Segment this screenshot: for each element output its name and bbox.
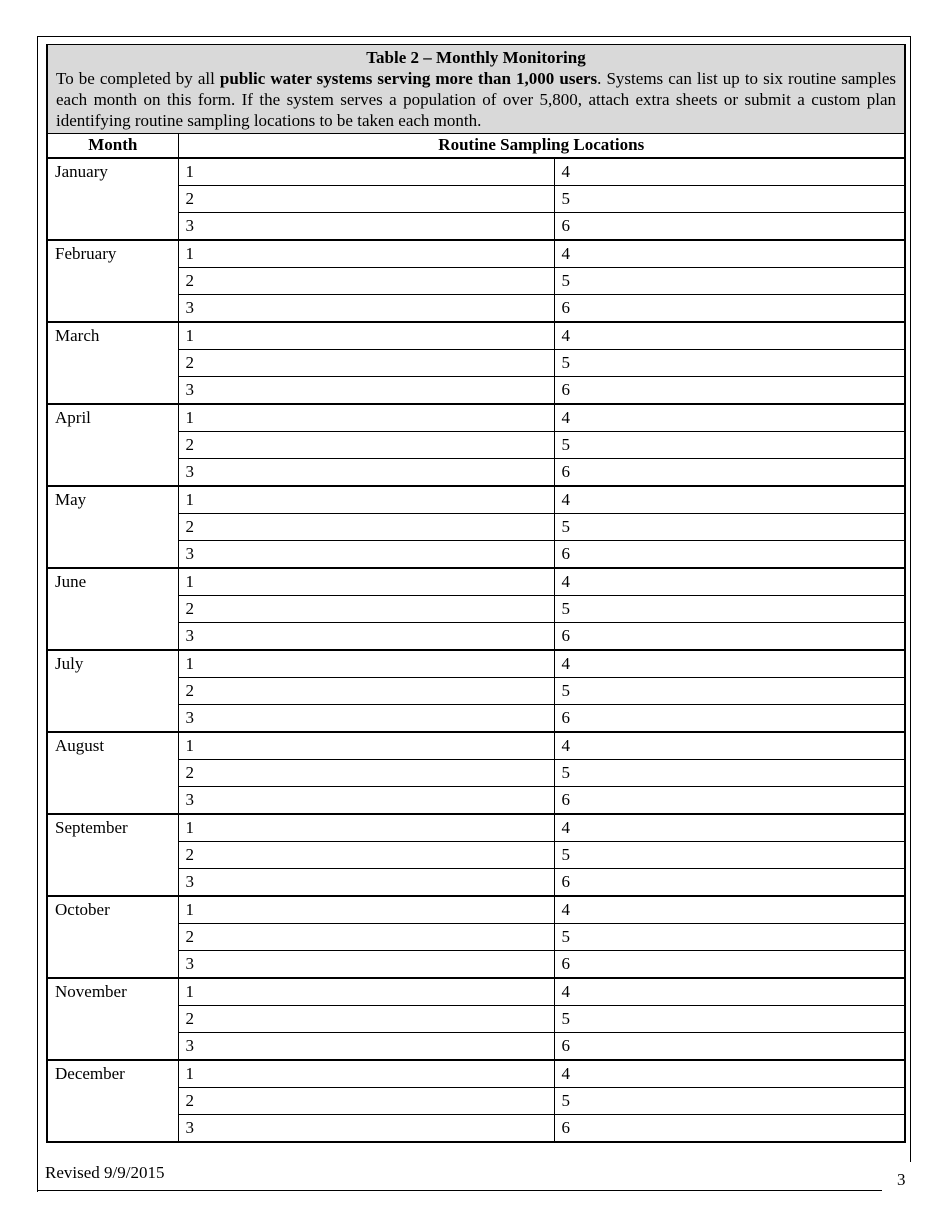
table-header — [47, 45, 905, 134]
month-label-december: December — [47, 1060, 178, 1142]
sampling-location-field[interactable]: 6 — [554, 541, 905, 569]
month-label-april: April — [47, 404, 178, 486]
sampling-location-field[interactable]: 2 — [178, 842, 554, 869]
sampling-location-field[interactable]: 2 — [178, 350, 554, 377]
sampling-location-field[interactable]: 4 — [554, 650, 905, 678]
sampling-location-field[interactable]: 5 — [554, 514, 905, 541]
page-number: 3 — [897, 1170, 906, 1189]
sampling-location-field[interactable]: 6 — [554, 213, 905, 241]
sampling-location-field[interactable]: 1 — [178, 486, 554, 514]
sampling-location-field[interactable]: 4 — [554, 1060, 905, 1088]
table-row — [47, 158, 905, 186]
page-frame-right-edge — [910, 36, 911, 1162]
sampling-location-field[interactable]: 3 — [178, 459, 554, 487]
sampling-location-field[interactable]: 1 — [178, 896, 554, 924]
table-row — [47, 240, 905, 268]
sampling-location-field[interactable]: 3 — [178, 213, 554, 241]
sampling-location-field[interactable]: 3 — [178, 951, 554, 979]
sampling-location-field[interactable]: 5 — [554, 760, 905, 787]
sampling-location-field[interactable]: 6 — [554, 459, 905, 487]
sampling-location-field[interactable]: 2 — [178, 432, 554, 459]
month-label-may: May — [47, 486, 178, 568]
column-header-routine-sampling-locations: Routine Sampling Locations — [178, 134, 905, 159]
month-label-august: August — [47, 732, 178, 814]
sampling-location-field[interactable]: 5 — [554, 432, 905, 459]
sampling-location-field[interactable]: 3 — [178, 623, 554, 651]
month-label-october: October — [47, 896, 178, 978]
sampling-location-field[interactable]: 5 — [554, 186, 905, 213]
sampling-location-field[interactable]: 5 — [554, 924, 905, 951]
month-rows — [47, 158, 905, 1142]
sampling-location-field[interactable]: 6 — [554, 295, 905, 323]
sampling-location-field[interactable]: 2 — [178, 268, 554, 295]
table-row — [47, 650, 905, 678]
sampling-location-field[interactable]: 5 — [554, 842, 905, 869]
sampling-location-field[interactable]: 3 — [178, 377, 554, 405]
sampling-location-field[interactable]: 1 — [178, 1060, 554, 1088]
sampling-location-field[interactable]: 4 — [554, 568, 905, 596]
sampling-location-field[interactable]: 6 — [554, 1033, 905, 1061]
table-row — [47, 814, 905, 842]
revised-date: Revised 9/9/2015 — [45, 1163, 165, 1182]
month-label-june: June — [47, 568, 178, 650]
column-header-month: Month — [47, 134, 178, 159]
sampling-location-field[interactable]: 1 — [178, 322, 554, 350]
month-label-november: November — [47, 978, 178, 1060]
table-row — [47, 1060, 905, 1088]
sampling-location-field[interactable]: 1 — [178, 814, 554, 842]
sampling-location-field[interactable]: 5 — [554, 1088, 905, 1115]
table-row — [47, 896, 905, 924]
sampling-location-field[interactable]: 6 — [554, 377, 905, 405]
sampling-location-field[interactable]: 6 — [554, 623, 905, 651]
table-row — [47, 322, 905, 350]
sampling-location-field[interactable]: 3 — [178, 295, 554, 323]
month-label-july: July — [47, 650, 178, 732]
table-instructions: To be completed by all public water systems serving more than 1,000 users. Systems can list up to six routine samples each month on this form. If the system serves a population of over 5,800, attach extra sheets or submit a custom plan identifying routine sampling locations to be taken each month. — [56, 69, 897, 130]
monthly-monitoring-table — [46, 44, 906, 1143]
sampling-location-field[interactable]: 5 — [554, 1006, 905, 1033]
month-label-february: February — [47, 240, 178, 322]
sampling-location-field[interactable]: 1 — [178, 404, 554, 432]
sampling-location-field[interactable]: 2 — [178, 596, 554, 623]
table-row — [47, 568, 905, 596]
sampling-location-field[interactable]: 2 — [178, 1088, 554, 1115]
table-row — [47, 486, 905, 514]
sampling-location-field[interactable]: 3 — [178, 541, 554, 569]
sampling-location-field[interactable]: 6 — [554, 951, 905, 979]
table-row — [47, 978, 905, 1006]
sampling-location-field[interactable]: 4 — [554, 978, 905, 1006]
sampling-location-field[interactable]: 2 — [178, 186, 554, 213]
sampling-location-field[interactable]: 4 — [554, 896, 905, 924]
sampling-location-field[interactable]: 3 — [178, 787, 554, 815]
sampling-location-field[interactable]: 1 — [178, 240, 554, 268]
sampling-location-field[interactable]: 4 — [554, 158, 905, 186]
sampling-location-field[interactable]: 4 — [554, 404, 905, 432]
table-row — [47, 732, 905, 760]
sampling-location-field[interactable]: 5 — [554, 596, 905, 623]
month-label-september: September — [47, 814, 178, 896]
sampling-location-field[interactable]: 6 — [554, 705, 905, 733]
sampling-location-field[interactable]: 3 — [178, 1115, 554, 1143]
sampling-location-field[interactable]: 3 — [178, 705, 554, 733]
table-row — [47, 404, 905, 432]
sampling-location-field[interactable]: 4 — [554, 486, 905, 514]
sampling-location-field[interactable]: 6 — [554, 1115, 905, 1143]
table-title: Table 2 – Monthly Monitoring — [366, 48, 586, 67]
sampling-location-field[interactable]: 1 — [178, 978, 554, 1006]
sampling-location-field[interactable]: 3 — [178, 1033, 554, 1061]
sampling-location-field[interactable]: 4 — [554, 732, 905, 760]
sampling-location-field[interactable]: 5 — [554, 268, 905, 295]
sampling-location-field[interactable]: 2 — [178, 760, 554, 787]
sampling-location-field[interactable]: 5 — [554, 350, 905, 377]
sampling-location-field[interactable]: 3 — [178, 869, 554, 897]
sampling-location-field[interactable]: 4 — [554, 240, 905, 268]
sampling-location-field[interactable]: 1 — [178, 732, 554, 760]
sampling-location-field[interactable]: 2 — [178, 1006, 554, 1033]
sampling-location-field[interactable]: 4 — [554, 322, 905, 350]
sampling-location-field[interactable]: 2 — [178, 678, 554, 705]
sampling-location-field[interactable]: 4 — [554, 814, 905, 842]
sampling-location-field[interactable]: 2 — [178, 924, 554, 951]
month-label-january: January — [47, 158, 178, 240]
month-label-march: March — [47, 322, 178, 404]
sampling-location-field[interactable]: 5 — [554, 678, 905, 705]
sampling-location-field[interactable]: 6 — [554, 787, 905, 815]
sampling-location-field[interactable]: 2 — [178, 514, 554, 541]
sampling-location-field[interactable]: 1 — [178, 568, 554, 596]
page-frame-bottom-edge — [37, 1190, 882, 1191]
sampling-location-field[interactable]: 6 — [554, 869, 905, 897]
sampling-location-field[interactable]: 1 — [178, 158, 554, 186]
sampling-location-field[interactable]: 1 — [178, 650, 554, 678]
